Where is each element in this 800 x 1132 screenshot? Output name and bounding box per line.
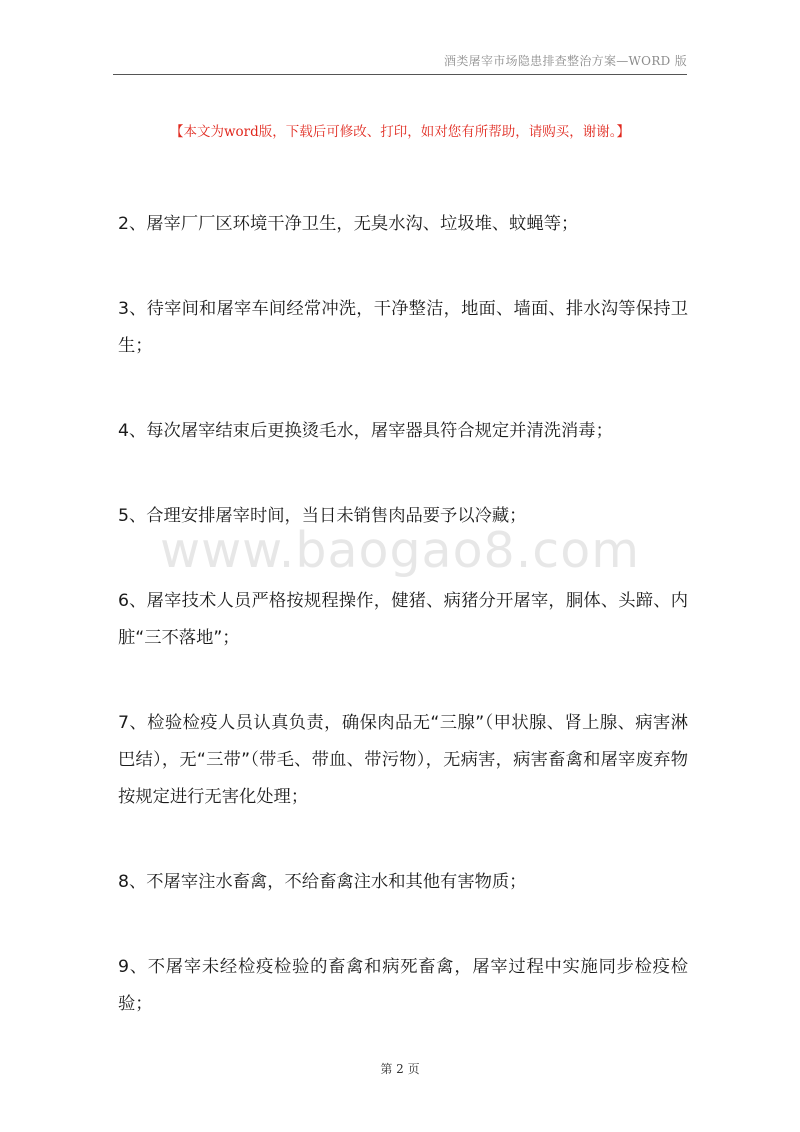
paragraph-item-9: 9、不屠宰未经检疫检验的畜禽和病死畜禽，屠宰过程中实施同步检疫检验； — [118, 957, 688, 1014]
paragraph-item-5: 5、合理安排屠宰时间，当日未销售肉品要予以冷藏； — [118, 506, 527, 526]
purchase-notice: 【本文为word版，下载后可修改、打印，如对您有所帮助，请购买，谢谢。】 — [169, 124, 631, 140]
document-body — [118, 206, 688, 1071]
paragraph-item-2: 2、屠宰厂厂区环境干净卫生，无臭水沟、垃圾堆、蚊蝇等； — [118, 214, 579, 234]
paragraph-item-6: 6、屠宰技术人员严格按规程操作，健猪、病猪分开屠宰，胴体、头蹄、内脏“三不落地”； — [118, 591, 688, 648]
document-header-title: 酒类屠宰市场隐患排查整治方案—WORD 版 — [444, 54, 687, 68]
header-divider — [113, 74, 687, 75]
paragraph-item-4: 4、每次屠宰结束后更换烫毛水，屠宰器具符合规定并清洗消毒； — [118, 421, 613, 441]
watermark-text: www.baogao8.com — [160, 522, 640, 579]
paragraph-item-7: 7、检验检疫人员认真负责，确保肉品无“三腺”（甲状腺、肾上腺、病害淋巴结），无“三带”（带毛、带血、带污物），无病害，病害畜禽和屠宰废弃物按规定进行无害化处理； — [118, 713, 688, 807]
paragraph-item-8: 8、不屠宰注水畜禽，不给畜禽注水和其他有害物质； — [118, 872, 527, 892]
page-number: 第 2 页 — [380, 1062, 420, 1076]
paragraph-item-3: 3、待宰间和屠宰车间经常冲洗，干净整洁，地面、墙面、排水沟等保持卫生； — [118, 299, 688, 356]
